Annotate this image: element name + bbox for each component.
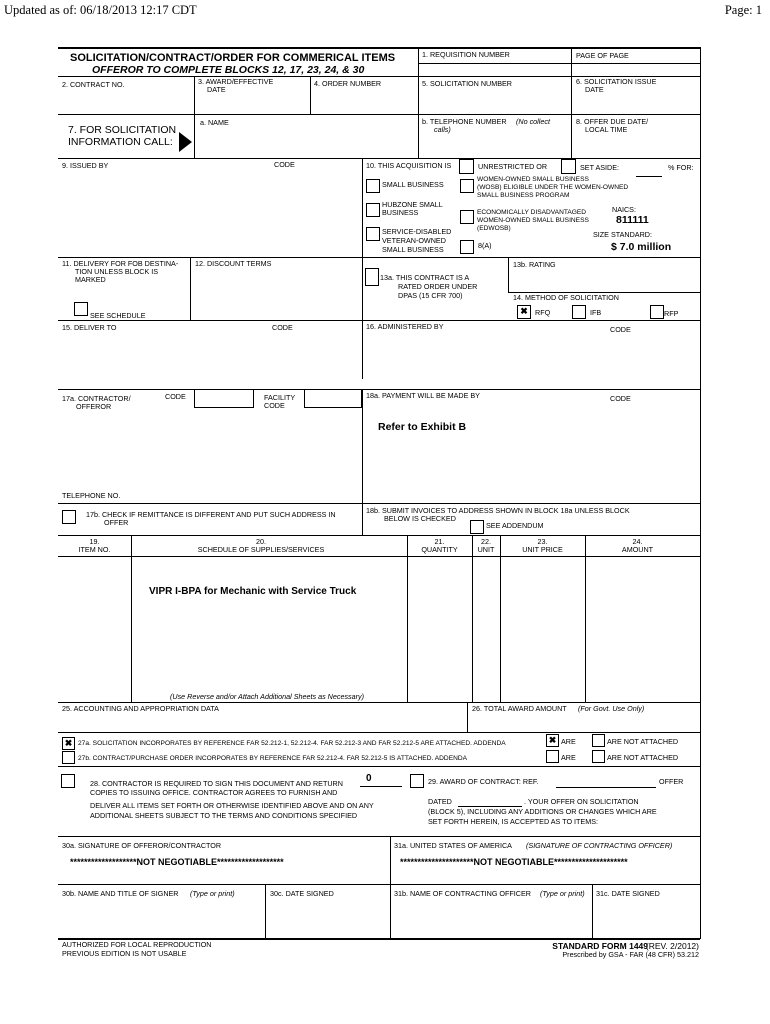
27a-checkbox[interactable]: ✖ [62,737,75,750]
block-27b-label: 27b. CONTRACT/PURCHASE ORDER INCORPORATES BY REFERENCE FAR 52.212-4. FAR 52.212-5 IS ATTACHED. ADDENDA [78,755,468,762]
form-title: SOLICITATION/CONTRACT/ORDER FOR COMMERICAL ITEMS [70,52,396,64]
block-13b-label: 13b. RATING [513,260,556,269]
block-16-label: 16. ADMINISTERED BY [366,322,444,331]
hubzone-checkbox[interactable] [366,203,380,217]
col-amount-header: AMOUNT [621,545,654,554]
block-8-label: 8. OFFER DUE DATE/ [576,117,649,126]
contractor-code-field[interactable] [194,390,254,408]
remittance-different-checkbox[interactable] [62,510,76,524]
block-11-label: 11. DELIVERY FOR FOB DESTINA- [62,259,179,268]
block-14-label: 14. METHOD OF SOLICITATION [513,293,619,302]
col-schedule-header: SCHEDULE OF SUPPLIES/SERVICES [197,545,325,554]
29-checkbox[interactable] [410,774,424,788]
ifb-checkbox[interactable] [572,305,586,319]
block-1-label: 1. REQUISITION NUMBER [422,50,510,59]
page-number: Page: 1 [724,3,762,17]
block-9-code-label: CODE [274,160,295,169]
27a-are-checkbox[interactable]: ✖ [546,734,559,747]
col-unit-price-header: UNIT PRICE [522,545,563,554]
form-right-border [700,47,701,939]
27b-checkbox[interactable] [62,751,75,764]
block-13a-label: 13a. THIS CONTRACT IS A [380,273,470,282]
28-checkbox[interactable] [61,774,75,788]
block-25-label: 25. ACCOUNTING AND APPROPRIATION DATA [62,704,219,713]
block-17b-label: 17b. CHECK IF REMITTANCE IS DIFFERENT AND PUT SUCH ADDRESS IN [86,510,336,519]
not-negotiable-government: *********************NOT NEGOTIABLE********************* [400,857,628,867]
block-31c-label: 31c. DATE SIGNED [596,889,660,898]
facility-code-label: FACILITY [264,393,296,402]
arrow-right-icon [179,132,192,152]
col-23-num: 23. [537,537,548,546]
telephone-no-label: TELEPHONE NO. [62,491,121,500]
rated-order-checkbox[interactable] [365,268,379,286]
rfp-checkbox[interactable] [650,305,664,319]
27b-are-checkbox[interactable] [546,750,559,763]
block-2-label: 2. CONTRACT NO. [62,80,125,89]
form-subtitle: OFFEROR TO COMPLETE BLOCKS 12, 17, 23, 24, & 30 [92,64,365,76]
block-31b-label: 31b. NAME OF CONTRACTING OFFICER [394,889,531,898]
block-15-label: 15. DELIVER TO [62,323,117,332]
block-26-label: 26. TOTAL AWARD AMOUNT [472,704,567,713]
block-18a-code-label: CODE [610,394,631,403]
col-22-num: 22. [481,537,491,546]
form-revision: (REV. 2/2012) [645,941,699,951]
block-31a-label: 31a. UNITED STATES OF AMERICA [394,841,512,850]
block-30b-label: 30b. NAME AND TITLE OF SIGNER [62,889,179,898]
updated-timestamp: Updated as of: 06/18/2013 12:17 CDT [4,3,197,17]
col-19-num: 19. [89,537,100,546]
block-29-label: 29. AWARD OF CONTRACT: REF. [428,777,539,786]
col-21-num: 21. [434,537,445,546]
not-negotiable-contractor: *******************NOT NEGOTIABLE******************* [70,857,284,867]
27b-are-not-checkbox[interactable] [592,750,605,763]
sdvosb-checkbox[interactable] [366,227,380,241]
block-17a-label: 17a. CONTRACTOR/ [62,394,131,403]
form-top-border [58,47,700,49]
col-unit-header: UNIT [477,545,495,554]
block-7-label: 7. FOR SOLICITATION [68,124,177,136]
block-3-label: 3. AWARD/EFFECTIVE [198,77,274,86]
block-16-code-label: CODE [610,325,631,334]
wosb-checkbox[interactable] [460,179,474,193]
block-7b-telephone-label: b. TELEPHONE NUMBER [422,117,507,126]
8a-checkbox[interactable] [460,240,474,254]
page-of-page-label: PAGE OF PAGE [576,51,629,60]
prescribed-by: Prescribed by GSA - FAR (48 CFR) 53.212 [562,950,699,959]
block-30c-label: 30c. DATE SIGNED [270,889,334,898]
reverse-note: (Use Reverse and/or Attach Additional Sheets as Necessary) [170,692,365,701]
block-18b-label: 18b. SUBMIT INVOICES TO ADDRESS SHOWN IN BLOCK 18a UNLESS BLOCK [366,506,630,515]
standard-form-number: STANDARD FORM 1449 [552,941,648,951]
block-27a-label: 27a. SOLICITATION INCORPORATES BY REFERENCE FAR 52.212-1, 52.212-4. FAR 52.212-3 AND FAR 52.212-5 ARE ATTACHED. ADDENDA [78,740,506,747]
block-15-code-label: CODE [272,323,293,332]
schedule-item-description: VIPR I-BPA for Mechanic with Service Truck [149,586,357,597]
block-10-label: 10. THIS ACQUISITION IS [366,161,452,170]
block-6-label: 6. SOLICITATION ISSUE [576,77,657,86]
naics-label: NAICS: [612,205,636,214]
footer-reproduction-note: AUTHORIZED FOR LOCAL REPRODUCTION [62,940,212,949]
col-20-num: 20. [256,537,266,546]
small-business-checkbox[interactable] [366,179,380,193]
block-7a-name-label: a. NAME [200,118,229,127]
block-9-label: 9. ISSUED BY [62,161,109,170]
see-schedule-checkbox[interactable] [74,302,88,316]
col-item-no-header: ITEM NO. [78,545,111,554]
block-18a-label: 18a. PAYMENT WILL BE MADE BY [366,391,480,400]
set-aside-checkbox[interactable] [561,159,576,174]
facility-code-field[interactable] [304,390,362,408]
block-30a-label: 30a. SIGNATURE OF OFFEROR/CONTRACTOR [62,841,222,850]
unrestricted-checkbox[interactable] [459,159,474,174]
block-12-label: 12. DISCOUNT TERMS [195,259,272,268]
edwosb-checkbox[interactable] [460,210,474,224]
naics-value: 811111 [616,214,649,226]
block-28-label: 28. CONTRACTOR IS REQUIRED TO SIGN THIS DOCUMENT AND RETURN [90,779,343,788]
rfq-checkbox[interactable]: ✖ [517,305,531,319]
size-standard-label: SIZE STANDARD: [593,230,652,239]
27a-are-not-checkbox[interactable] [592,734,605,747]
block-4-label: 4. ORDER NUMBER [314,79,382,88]
block-5-label: 5. SOLICITATION NUMBER [422,79,512,88]
size-standard-value: $ 7.0 million [611,241,672,253]
block-17a-code-label: CODE [165,392,186,401]
copies-count: 0 [366,773,372,784]
col-24-num: 24. [632,537,643,546]
col-quantity-header: QUANTITY [421,545,458,554]
footer-previous-edition: PREVIOUS EDITION IS NOT USABLE [62,949,187,958]
see-addendum-checkbox[interactable] [470,520,484,534]
refer-exhibit-b: Refer to Exhibit B [378,421,467,433]
